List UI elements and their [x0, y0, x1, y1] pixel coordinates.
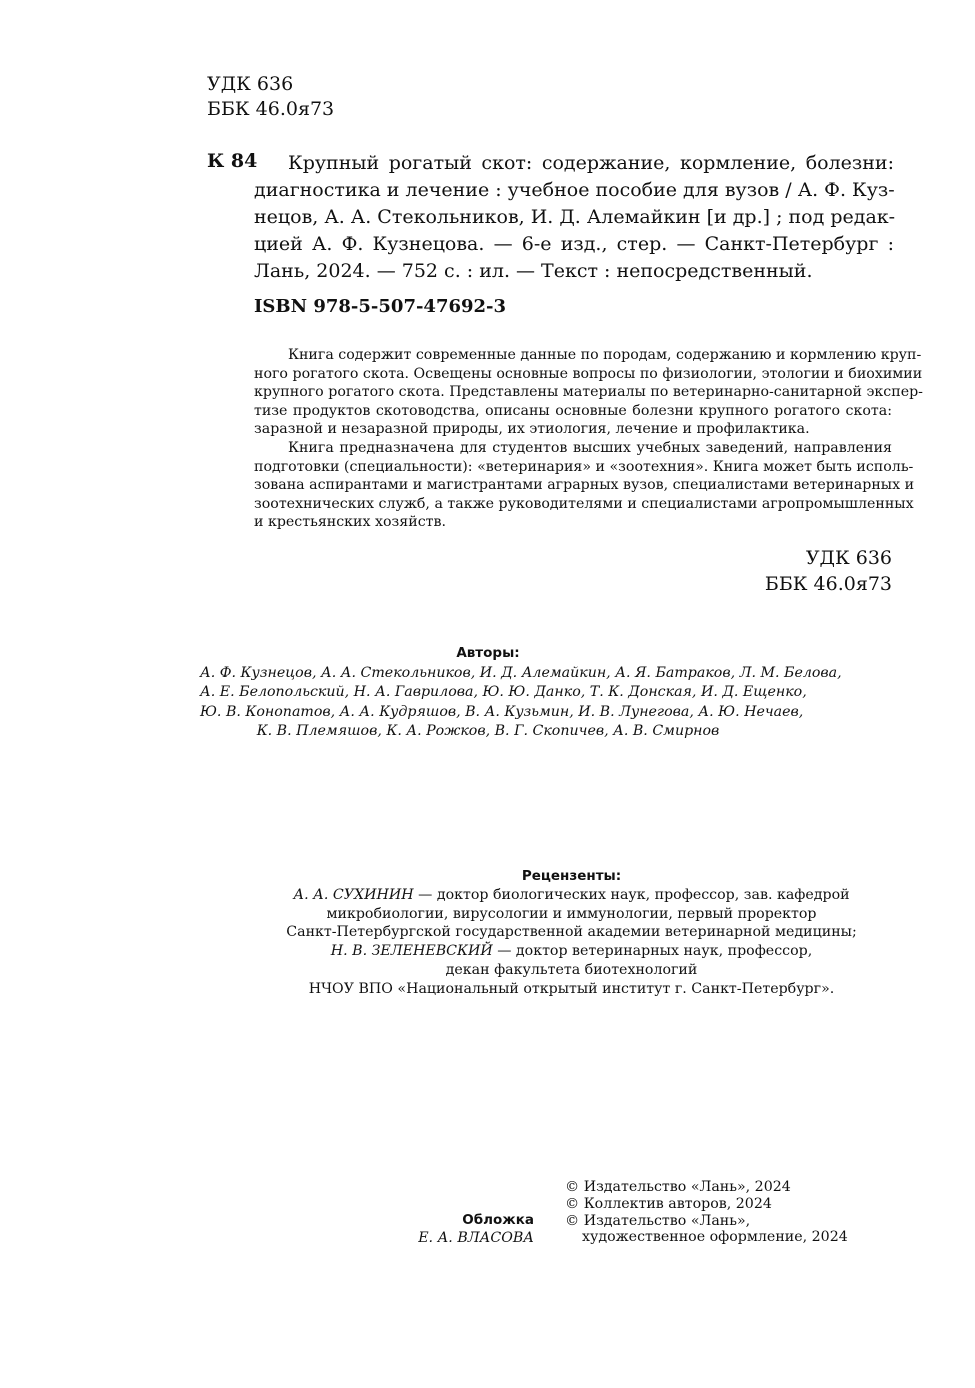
- bib-line: нецов, А. А. Стекольников, И. Д. Алемайкин [и др.] ; под редак-: [254, 206, 896, 228]
- bibliographic-description: [254, 150, 894, 285]
- annotation-line: Книга предназначена для студентов высших учебных заведений, направления: [288, 439, 892, 456]
- copyright-line: художественное оформление, 2024: [582, 1229, 848, 1246]
- reviewer-title: — доктор биологических наук, профессор, зав. кафедрой: [413, 886, 850, 903]
- annotation-line: зоотехнических служб, а также руководителями и специалистами агропромышленных: [254, 495, 914, 512]
- annotation-line: подготовки (специальности): «ветеринария» и «зоотехния». Книга может быть исполь-: [254, 458, 914, 475]
- annotation-line: крупного рогатого скота. Представлены материалы по ветеринарно-санитарной экспер-: [254, 384, 923, 401]
- copyright-line: © Издательство «Лань»,: [565, 1212, 751, 1229]
- reviewers-heading: Рецензенты:: [521, 868, 622, 884]
- bbk-code: ББК 46.0я73: [764, 573, 892, 595]
- udk-code: УДК 636: [805, 547, 892, 569]
- bib-line: Крупный рогатый скот: содержание, кормление, болезни:: [288, 152, 894, 174]
- annotation-line: и крестьянских хозяйств.: [254, 514, 446, 531]
- reviewer-name: Н. В. ЗЕЛЕНЕВСКИЙ: [330, 943, 493, 960]
- cover-designer: Е. А. ВЛАСОВА: [418, 1230, 534, 1246]
- authors-section: [200, 644, 842, 742]
- authors-heading: Авторы:: [456, 645, 520, 661]
- cover-label: Обложка: [462, 1212, 534, 1228]
- copyright-line: © Коллектив авторов, 2024: [565, 1195, 772, 1212]
- reviewer-line: микробиологии, вирусологии и иммунологии, первый проректор: [326, 905, 817, 922]
- reviewer-line: [150, 942, 975, 961]
- reviewer-title: — доктор ветеринарных наук, профессор,: [492, 943, 813, 960]
- isbn: ISBN 978-5-507-47692-3: [254, 296, 507, 317]
- copyright-block: [565, 1179, 848, 1246]
- copyright-line: © Издательство «Лань», 2024: [565, 1179, 791, 1195]
- udk-code: УДК 636: [207, 73, 294, 95]
- authors-line: Ю. В. Конопатов, А. А. Кудряшов, В. А. Кузьмин, И. В. Лунегова, А. Ю. Нечаев,: [200, 703, 804, 720]
- annotation-line: ного рогатого скота. Освещены основные вопросы по физиологии, этологии и биохимии: [254, 365, 923, 382]
- reviewer-line: Санкт-Петербургской государственной академии ветеринарной медицины;: [286, 924, 857, 941]
- reviewer-line: декан факультета биотехнологий: [445, 961, 698, 978]
- annotation-line: заразной и незаразной природы, их этиология, лечение и профилактика.: [254, 421, 810, 438]
- bib-line: цией А. Ф. Кузнецова. — 6-е изд., стер. — Санкт-Петербург :: [254, 233, 894, 255]
- authors-line: А. Е. Белопольский, Н. А. Гаврилова, Ю. Ю. Данко, Т. К. Донская, И. Д. Ещенко,: [200, 684, 807, 700]
- authors-line: А. Ф. Кузнецов, А. А. Стекольников, И. Д. Алемайкин, А. Я. Батраков, Л. М. Белова,: [200, 664, 842, 681]
- reviewer-line: [150, 886, 975, 905]
- reviewers-section: [150, 867, 975, 999]
- classification-top: [207, 72, 334, 122]
- bbk-code: ББК 46.0я73: [207, 98, 335, 120]
- classification-bottom: [765, 545, 892, 597]
- reviewer-name: А. А. СУХИНИН: [293, 886, 414, 903]
- bib-line: диагностика и лечение : учебное пособие для вузов / А. Ф. Куз-: [254, 179, 895, 201]
- cover-credit: [350, 1211, 534, 1247]
- author-mark: К 84: [207, 150, 258, 172]
- annotation: [254, 346, 923, 532]
- bib-line: Лань, 2024. — 752 с. : ил. — Текст : непосредственный.: [254, 260, 813, 282]
- reviewer-line: НЧОУ ВПО «Национальный открытый институт г. Санкт-Петербург».: [308, 980, 835, 997]
- annotation-line: тизе продуктов скотоводства, описаны основные болезни крупного рогатого скота:: [254, 402, 892, 419]
- annotation-line: зована аспирантами и магистрантами аграрных вузов, специалистами ветеринарных и: [254, 477, 915, 494]
- annotation-line: Книга содержит современные данные по породам, содержанию и кормлению круп-: [288, 347, 922, 363]
- authors-line: К. В. Племяшов, К. А. Рожков, В. Г. Скопичев, А. В. Смирнов: [256, 723, 720, 739]
